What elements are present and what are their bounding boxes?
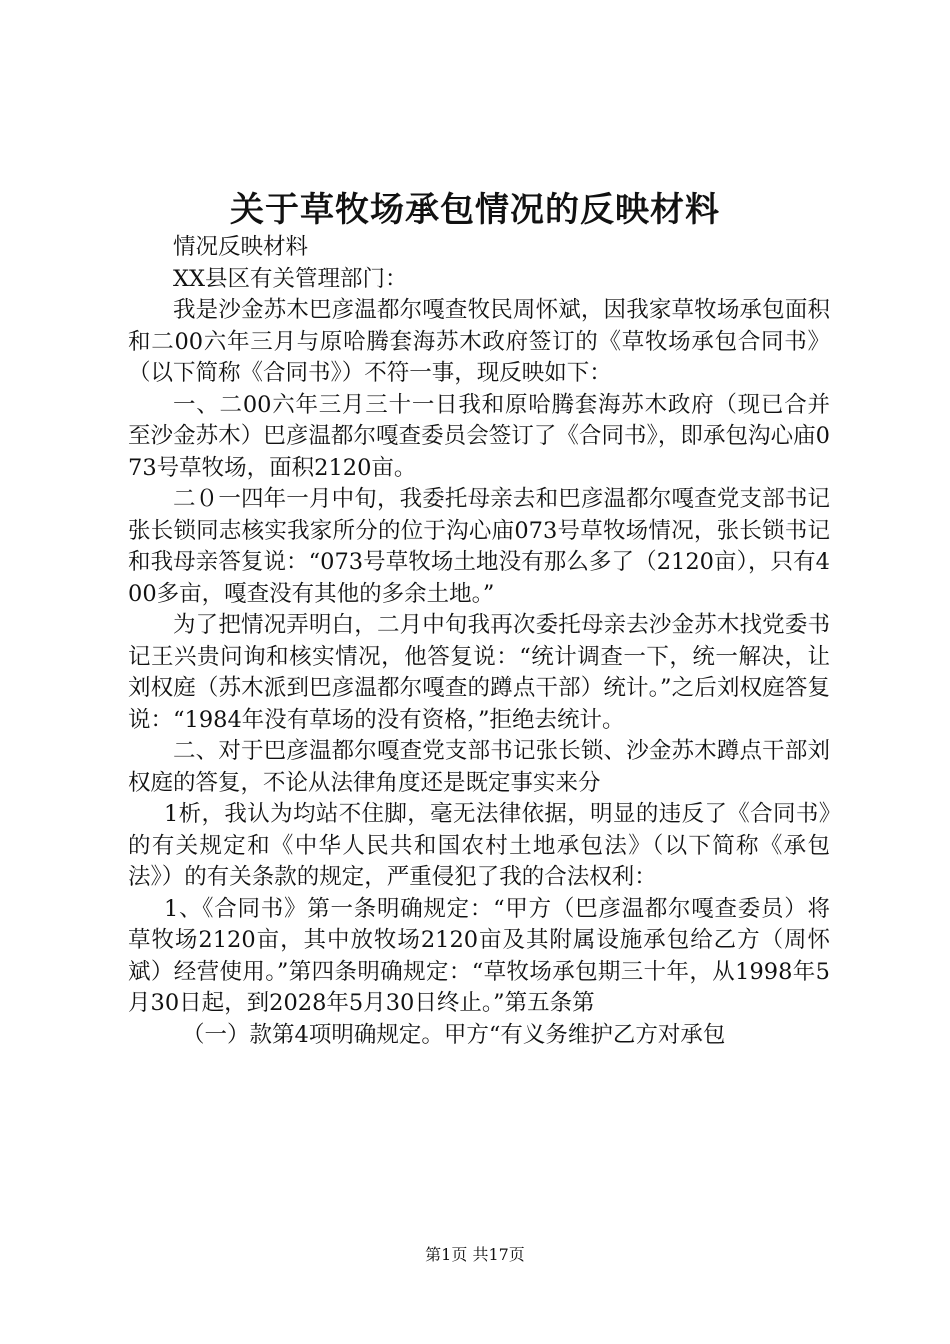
paragraph-intro: 我是沙金苏木巴彦温都尔嘎查牧民周怀斌，因我家草牧场承包面积和二00六年三月与原哈腾套海苏木政府签订的《草牧场承包合同书》（以下简称《合同书》）不符一事，现反映如下： bbox=[128, 297, 830, 386]
paragraph-recipient: XX县区有关管理部门： bbox=[173, 265, 408, 292]
paragraph-analysis: 1析，我认为均站不住脚，毫无法律依据，明显的违反了《合同书》的有关规定和《中华人民共和国农村土地承包法》（以下简称《承包法》）的有关条款的规定，严重侵犯了我的合法权利： bbox=[128, 801, 830, 890]
page-number: 第1页 共17页 bbox=[425, 1245, 525, 1264]
paragraph-verification: 二０一四年一月中旬，我委托母亲去和巴彦温都尔嘎查党支部书记张长锁同志核实我家所分的位于沟心庙073号草牧场情况，张长锁书记和我母亲答复说：“073号草牧场土地没有那么多了（2120亩），只有400多亩，嘎查没有其他的多余土地。” bbox=[128, 486, 830, 607]
paragraph-section-one: 一、二00六年三月三十一日我和原哈腾套海苏木政府（现已合并至沙金苏木）巴彦温都尔嘎查委员会签订了《合同书》，即承包沟心庙073号草牧场，面积2120亩。 bbox=[128, 391, 830, 481]
paragraph-followup: 为了把情况弄明白，二月中旬我再次委托母亲去沙金苏木找党委书记王兴贵问询和核实情况，他答复说：“统计调查一下，统一解决，让刘权庭（苏木派到巴彦温都尔嘎查的蹲点干部）统计。”之后刘权庭答复说：“1984年没有草场的没有资格，”拒绝去统计。 bbox=[128, 612, 830, 733]
paragraph-clause-item: （一）款第4项明确规定。甲方“有义务维护乙方对承包 bbox=[182, 1021, 726, 1048]
document-body bbox=[128, 232, 830, 1051]
page-title: 关于草牧场承包情况的反映材料 bbox=[230, 190, 720, 230]
paragraph-heading: 情况反映材料 bbox=[173, 234, 309, 260]
paragraph-section-two: 二、对于巴彦温都尔嘎查党支部书记张长锁、沙金苏木蹲点干部刘权庭的答复，不论从法律角度还是既定事实来分 bbox=[128, 738, 830, 796]
paragraph-contract-clause: 1、《合同书》第一条明确规定：“甲方（巴彦温都尔嘎查委员）将草牧场2120亩，其中放牧场2120亩及其附属设施承包给乙方（周怀斌）经营使用。”第四条明确规定：“草牧场承包期三十年，从1998年5月30日起，到2028年5月30日终止。”第五条第 bbox=[128, 895, 830, 1016]
